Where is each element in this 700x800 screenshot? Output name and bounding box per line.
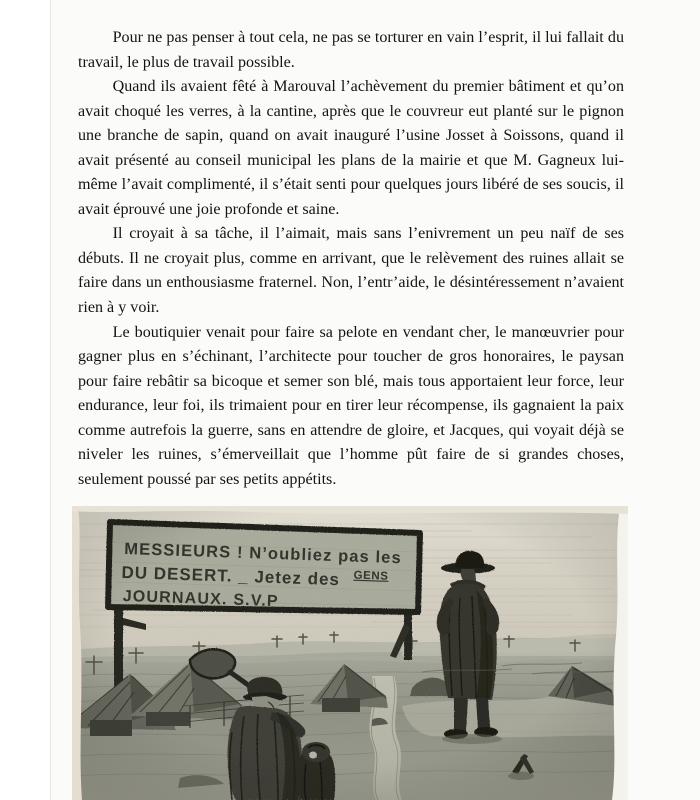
vignette bbox=[72, 506, 628, 800]
paragraph: Le boutiquier venait pour faire sa pelote en vendant cher, le manœuvrier pour gagner plus en s’échinant, l’architecte pour toucher de gros honoraires, le paysan pour faire rebâtir sa bicoque et semer son blé, mais tous apportaient leur force, leur endurance, leur foi, ils trimaient pour en tirer leur récompense, ils gagnaient la paix comme autrefois la guerre, sans en attendre de gloire, et Jacques, qui voyait déjà se niveler les ruines, s’émerveillait que l’homme pût faire de si grandes choses, seulement poussé par ses petits appétits. bbox=[78, 323, 624, 488]
illustration bbox=[72, 506, 628, 800]
body-text-block bbox=[78, 26, 624, 492]
page-gutter-edge bbox=[50, 0, 51, 800]
illustration-artwork bbox=[72, 506, 628, 800]
paragraph: Pour ne pas penser à tout cela, ne pas se torturer en vain l’esprit, il lui fallait du travail, le plus de travail possible. bbox=[78, 29, 624, 71]
paragraph: Il croyait à sa tâche, il l’aimait, mais sans l’enivrement un peu naïf de ses débuts. Il ne croyait plus, comme en arrivant, que le relèvement des ruines allait se faire dans un enthousiasme fraternel. Non, l’entr’aide, le désintéressement n’avaient rien à y voir. bbox=[78, 225, 624, 317]
paragraph: Quand ils avaient fêté à Marouval l’achèvement du premier bâtiment et qu’on avait choqué les verres, à la cantine, après que le couvreur eut planté sur le pignon une branche de sapin, quand on avait inauguré l’usine Josset à Soissons, quand il avait présenté au conseil municipal les plans de la mairie et que M. Gagneux lui-même l’avait complimenté, il s’était senti pour quelques jours libéré de ses soucis, il avait éprouvé une joie profonde et saine. bbox=[78, 78, 624, 218]
